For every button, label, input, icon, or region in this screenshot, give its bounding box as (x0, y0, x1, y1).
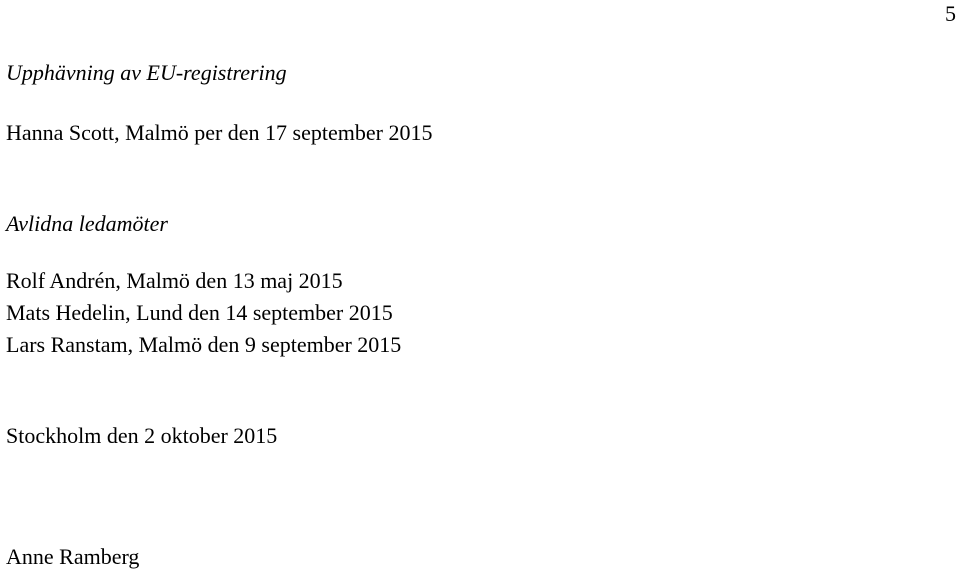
deceased-member-item: Lars Ranstam, Malmö den 9 september 2015 (6, 332, 402, 357)
section-heading-eu-registration: Upphävning av EU-registrering (6, 60, 287, 85)
section-heading-deceased-members: Avlidna ledamöter (6, 211, 168, 236)
deceased-member-item: Mats Hedelin, Lund den 14 september 2015 (6, 300, 393, 325)
signatory-name: Anne Ramberg (6, 544, 140, 569)
page-number: 5 (945, 1, 956, 26)
place-and-date: Stockholm den 2 oktober 2015 (6, 423, 278, 448)
deceased-member-item: Rolf Andrén, Malmö den 13 maj 2015 (6, 268, 343, 293)
registration-entry: Hanna Scott, Malmö per den 17 september 2015 (6, 120, 433, 145)
